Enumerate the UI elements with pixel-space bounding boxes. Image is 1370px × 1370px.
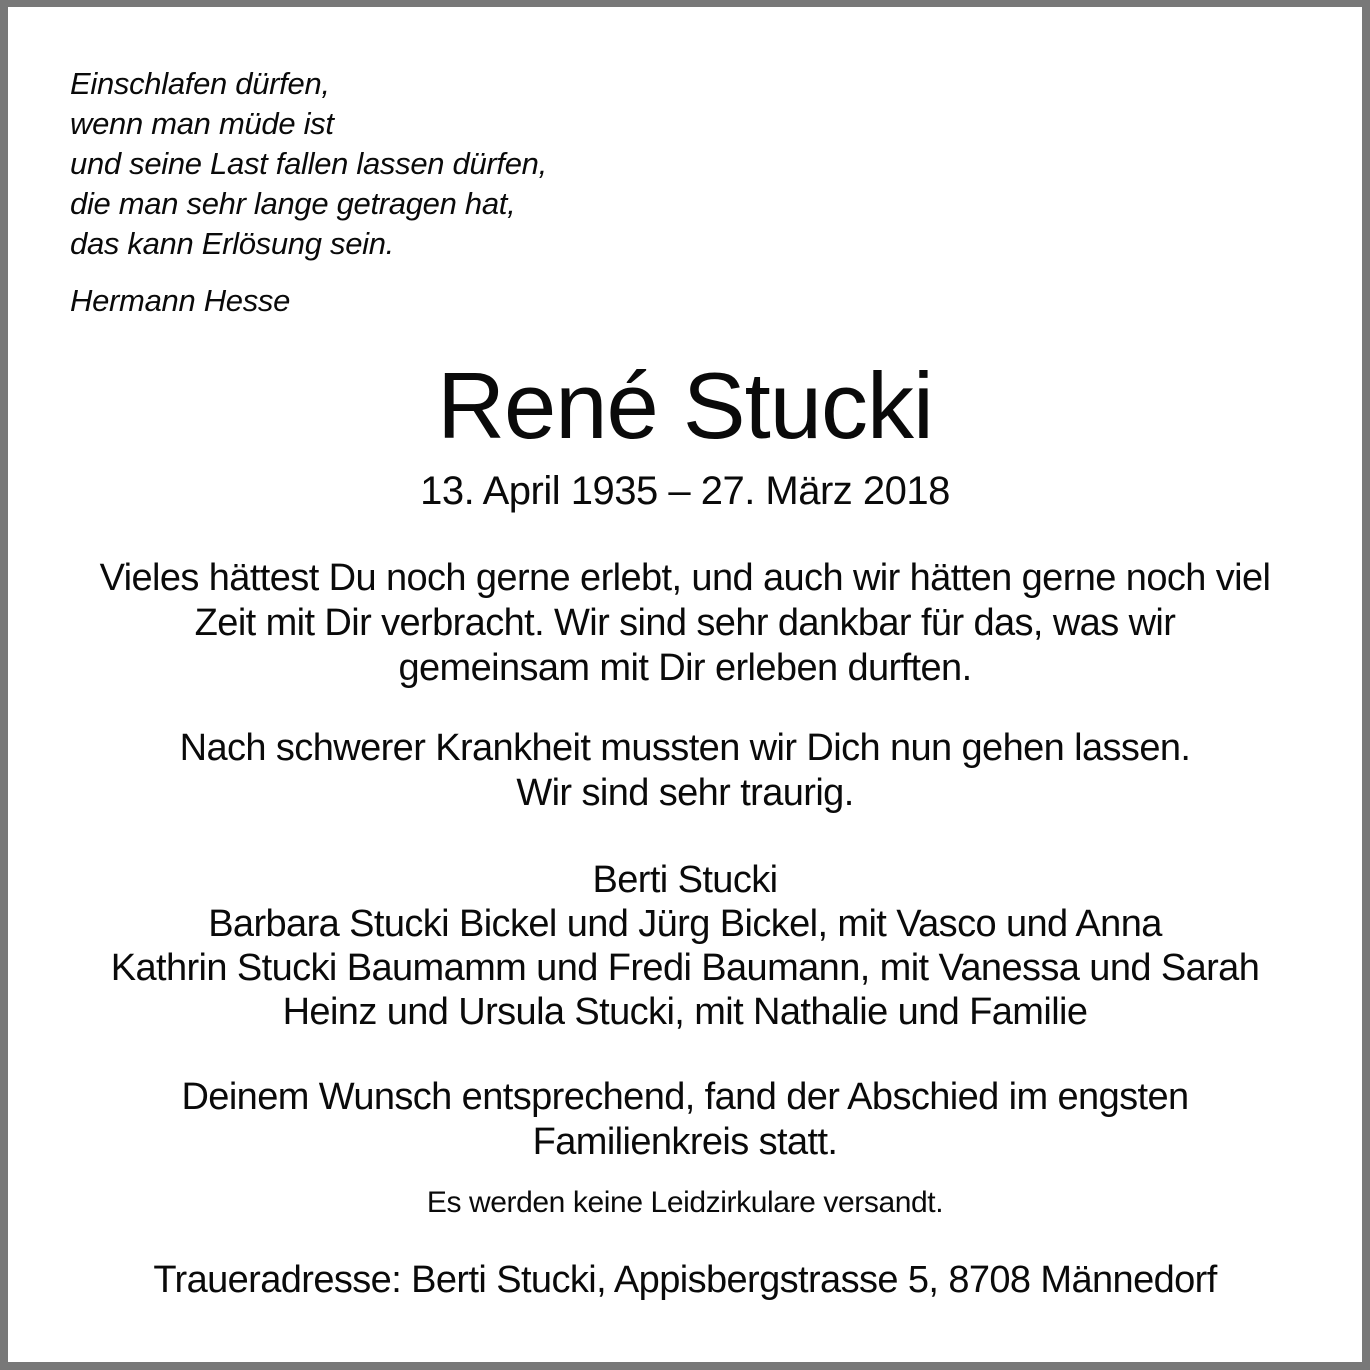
text-line: Barbara Stucki Bickel und Jürg Bickel, mit Vasco und Anna bbox=[208, 903, 1162, 945]
text-line: Zeit mit Dir verbracht. Wir sind sehr dankbar für das, was wir bbox=[194, 602, 1176, 644]
no-cards-note: Es werden keine Leidzirkulare versandt. bbox=[426, 1186, 944, 1219]
text-line: Berti Stucki bbox=[592, 859, 778, 901]
mourning-address: Traueradresse: Berti Stucki, Appisbergstrasse 5, 8708 Männedorf bbox=[153, 1259, 1217, 1301]
deceased-name: René Stucki bbox=[437, 353, 933, 458]
text-line: Kathrin Stucki Baumamm und Fredi Baumann, mit Vanessa und Sarah bbox=[110, 947, 1260, 989]
text-line: Wir sind sehr traurig. bbox=[516, 772, 854, 814]
deceased-birth-death-dates: 13. April 1935 – 27. März 2018 bbox=[420, 469, 950, 513]
quote-attribution: Hermann Hesse bbox=[70, 283, 291, 318]
text-line: Heinz und Ursula Stucki, mit Nathalie und Familie bbox=[282, 991, 1088, 1033]
text-line: wenn man müde ist bbox=[70, 106, 334, 141]
text-line: Einschlafen dürfen, bbox=[70, 66, 330, 101]
text-line: Vieles hättest Du noch gerne erlebt, und auch wir hätten gerne noch viel bbox=[99, 557, 1271, 599]
mourning-family-list bbox=[0, 858, 1370, 1034]
text-line: die man sehr lange getragen hat, bbox=[70, 186, 516, 221]
farewell-paragraph bbox=[0, 726, 1370, 816]
tribute-paragraph bbox=[0, 556, 1370, 691]
private-farewell-paragraph bbox=[0, 1075, 1370, 1165]
text-line: das kann Erlösung sein. bbox=[70, 226, 394, 261]
text-line: Nach schwerer Krankheit mussten wir Dich nun gehen lassen. bbox=[179, 727, 1191, 769]
text-line: Familienkreis statt. bbox=[532, 1121, 838, 1163]
text-line: und seine Last fallen lassen dürfen, bbox=[70, 146, 547, 181]
text-line: gemeinsam mit Dir erleben durften. bbox=[398, 647, 972, 689]
opening-quote bbox=[0, 64, 1370, 264]
text-line: Deinem Wunsch entsprechend, fand der Abschied im engsten bbox=[181, 1076, 1189, 1118]
